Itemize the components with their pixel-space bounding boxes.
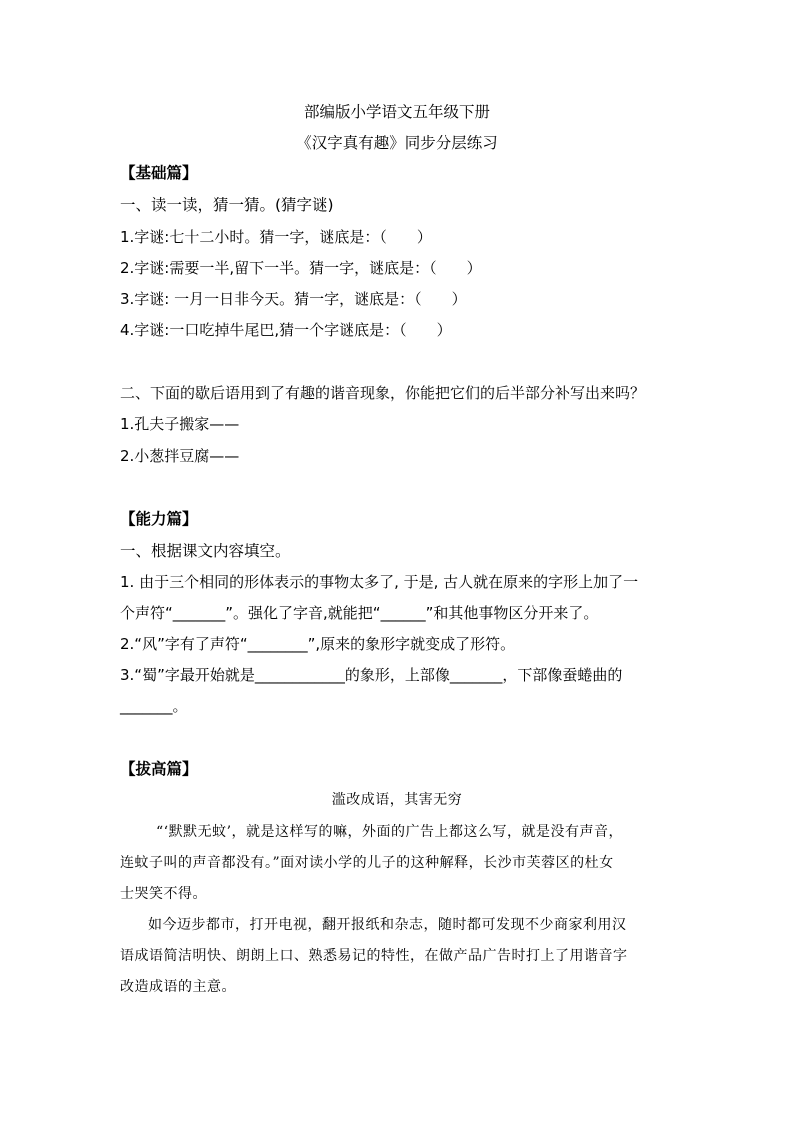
article-line: 连蚊子叫的声音都没有。”面对读小学的儿子的这种解释，长沙市芙蓉区的杜女 xyxy=(120,855,614,871)
doc-title-line2: 《汉字真有趣》同步分层练习 xyxy=(296,134,498,152)
fill-line: 3.“蜀”字最开始就是____________的象形，上部像_______，下部像蚕蜷曲的 xyxy=(120,666,623,684)
xiehouyu-item: 2.小葱拌豆腐—— xyxy=(120,447,240,465)
article-title: 滥改成语，其害无穷 xyxy=(331,792,463,808)
section-heading-basic: 【基础篇】 xyxy=(120,164,198,182)
riddle-item: 2.字谜:需要一半,留下一半。猜一字，谜底是：（ ） xyxy=(120,259,482,277)
article-line: 士哭笑不得。 xyxy=(120,886,207,902)
riddle-item: 4.字谜:一口吃掉牛尾巴,猜一个字谜底是：（ ） xyxy=(120,321,452,339)
doc-title-line1: 部编版小学语文五年级下册 xyxy=(303,103,490,121)
fill-line: 1. 由于三个相同的形体表示的事物太多了, 于是, 古人就在原来的字形上加了一 xyxy=(120,573,639,591)
article-line: 如今迈步都市，打开电视，翻开报纸和杂志，随时都可发现不少商家利用汉 xyxy=(148,917,627,933)
fill-line: 个声符“_______”。强化了字音,就能把“______”和其他事物区分开来了。 xyxy=(120,604,599,622)
article-line: “‘默默无蚊’，就是这样写的嘛，外面的广告上都这么写，就是没有声音， xyxy=(156,824,624,840)
article-line: 语成语简洁明快、朗朗上口、熟悉易记的特性，在做产品广告时打上了用谐音字 xyxy=(120,948,628,964)
xiehouyu-item: 1.孔夫子搬家—— xyxy=(120,415,240,433)
riddle-item: 3.字谜: 一月一日非今天。猜一字，谜底是：（ ） xyxy=(120,290,467,308)
article-line: 改造成语的主意。 xyxy=(120,979,236,995)
fill-line: 2.“风”字有了声符“________”,原来的象形字就变成了形符。 xyxy=(120,635,516,653)
question-xiehouyu: 二、下面的歇后语用到了有趣的谐音现象，你能把它们的后半部分补写出来吗？ xyxy=(120,384,646,402)
section-heading-advanced: 【拔高篇】 xyxy=(120,760,198,778)
riddle-item: 1.字谜:七十二小时。猜一字，谜底是：（ ） xyxy=(120,228,432,246)
question-fill-blanks: 一、根据课文内容填空。 xyxy=(120,542,291,560)
fill-line: _______。 xyxy=(120,697,188,715)
question-riddles: 一、读一读，猜一猜。(猜字谜) xyxy=(120,196,334,214)
section-heading-ability: 【能力篇】 xyxy=(120,510,198,528)
